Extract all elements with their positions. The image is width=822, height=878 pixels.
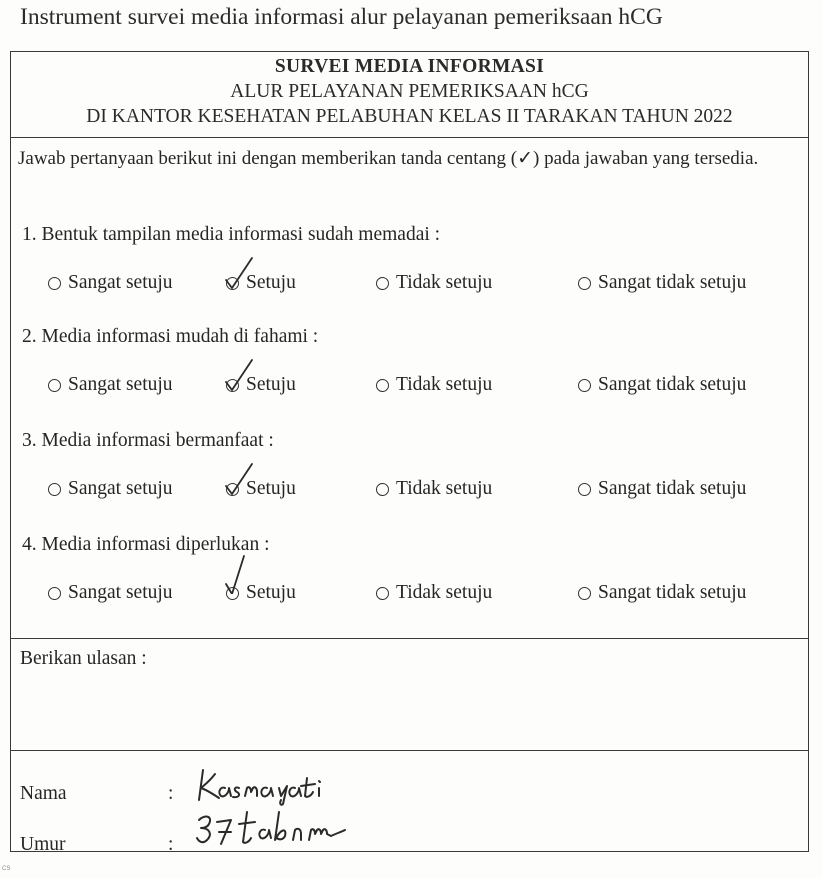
radio-circle-icon[interactable] [48,277,61,290]
q4-option-sangat-tidak-setuju[interactable] [578,582,746,604]
radio-circle-icon[interactable] [578,587,591,600]
q2-option-tidak-setuju[interactable] [376,374,492,396]
radio-circle-icon[interactable] [48,379,61,392]
q3-option-sangat-tidak-setuju[interactable] [578,478,746,500]
radio-circle-icon[interactable] [578,483,591,496]
q4-option-tidak-setuju[interactable] [376,582,492,604]
survey-heading: SURVEI MEDIA INFORMASI [274,56,545,77]
checkmark-icon [222,550,258,594]
checkmark-icon [222,460,258,504]
q4-option-sangat-setuju[interactable] [48,582,173,604]
option-label: Sangat tidak setuju [598,272,747,293]
instruction-text: Jawab pertanyaan berikut ini dengan memberikan tanda centang (✓) pada jawaban yang tersedia. [18,148,759,169]
q3-option-tidak-setuju[interactable] [376,478,492,500]
questions-divider [10,638,809,639]
q2-option-sangat-setuju[interactable] [48,374,173,396]
page-title: Instrument survei media informasi alur pelayanan pemeriksaan hCG [20,4,663,30]
age-handwriting [195,806,350,850]
name-label: Nama [20,783,67,804]
question-4: 4. Media informasi diperlukan : [22,534,270,555]
review-divider [10,750,809,751]
checkmark-icon [222,254,258,298]
option-label: Setuju [246,582,296,603]
option-label: Tidak setuju [396,582,493,603]
q1-option-tidak-setuju[interactable] [376,272,492,294]
option-label: Sangat tidak setuju [598,374,747,395]
survey-location-year: DI KANTOR KESEHATAN PELABUHAN KELAS II TARAKAN TAHUN 2022 [86,106,733,127]
radio-circle-icon[interactable] [376,483,389,496]
name-colon: : [168,783,174,804]
question-1: 1. Bentuk tampilan media informasi sudah memadai : [22,224,441,245]
option-label: Sangat setuju [68,374,173,395]
radio-circle-icon[interactable] [376,379,389,392]
option-label: Tidak setuju [396,272,493,293]
question-2: 2. Media informasi mudah di fahami : [22,326,319,347]
option-label: Sangat tidak setuju [598,582,747,603]
header-divider [10,137,809,138]
option-label: Setuju [246,374,296,395]
radio-circle-icon[interactable] [578,277,591,290]
question-3: 3. Media informasi bermanfaat : [22,430,274,451]
q3-option-sangat-setuju[interactable] [48,478,173,500]
scanner-watermark: CS [2,866,11,872]
option-label: Sangat setuju [68,582,173,603]
option-label: Tidak setuju [396,374,493,395]
radio-circle-icon[interactable] [376,587,389,600]
radio-circle-icon[interactable] [578,379,591,392]
age-colon: : [168,834,174,855]
option-label: Sangat tidak setuju [598,478,747,499]
option-label: Setuju [246,478,296,499]
q1-option-sangat-setuju[interactable] [48,272,173,294]
option-label: Setuju [246,272,296,293]
review-label: Berikan ulasan : [20,648,147,669]
checkmark-icon [222,356,258,400]
age-label: Umur [20,834,66,855]
radio-circle-icon[interactable] [376,277,389,290]
name-handwriting [195,764,345,806]
option-label: Sangat setuju [68,272,173,293]
radio-circle-icon[interactable] [48,483,61,496]
option-label: Tidak setuju [396,478,493,499]
radio-circle-icon[interactable] [48,587,61,600]
q1-option-sangat-tidak-setuju[interactable] [578,272,746,294]
survey-subheading: ALUR PELAYANAN PEMERIKSAAN hCG [230,81,589,102]
q2-option-sangat-tidak-setuju[interactable] [578,374,746,396]
option-label: Sangat setuju [68,478,173,499]
